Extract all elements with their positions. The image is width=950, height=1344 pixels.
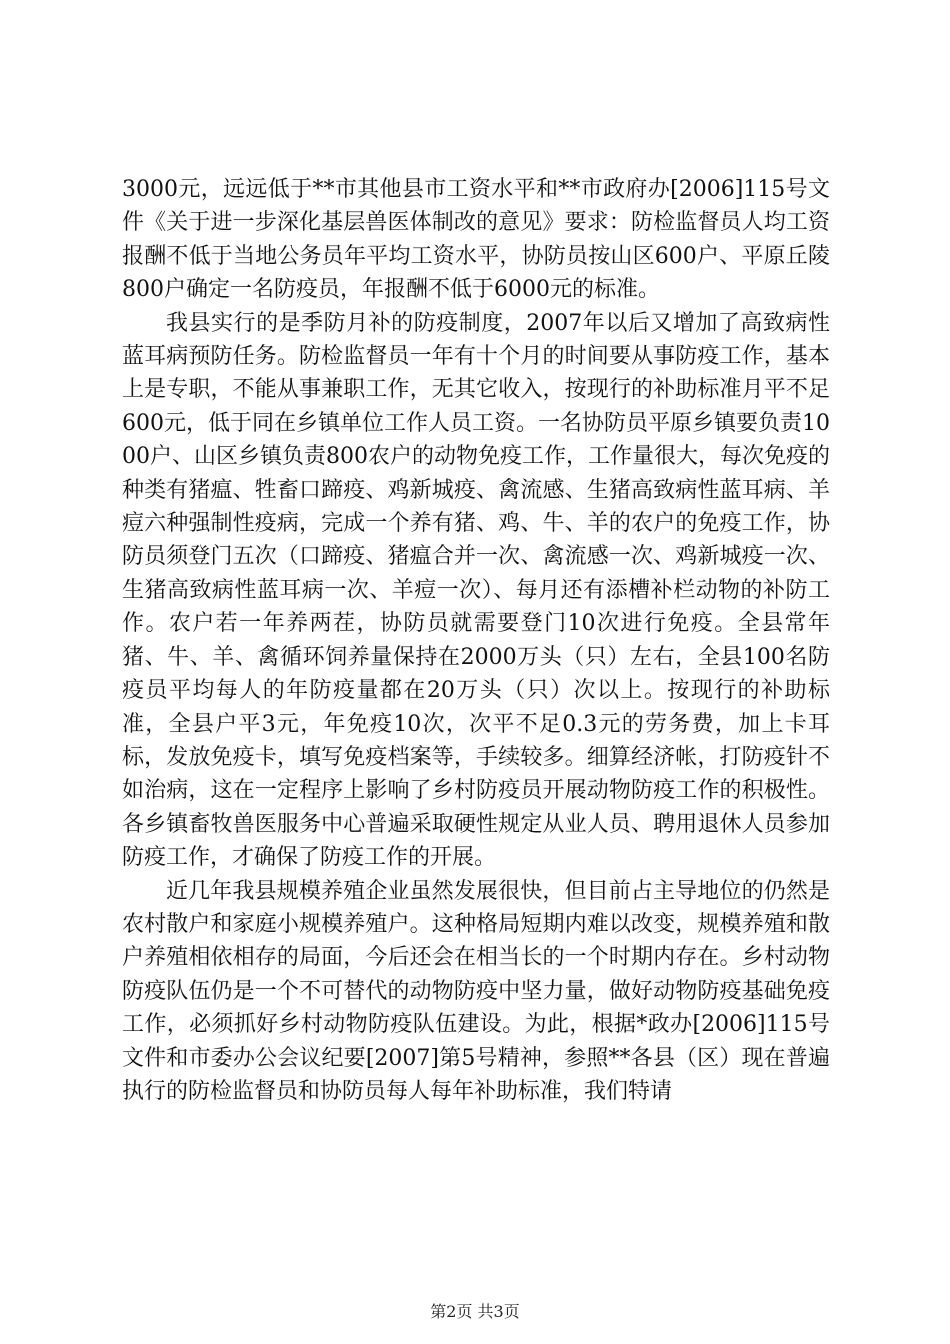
document-body [122, 173, 830, 1108]
paragraph-2: 我县实行的是季防月补的防疫制度，2007年以后又增加了高致病性蓝耳病预防任务。防检监督员一年有十个月的时间要从事防疫工作，基本上是专职，不能从事兼职工作，无其它收入，按现行的补助标准月平不足600元，低于同在乡镇单位工作人员工资。一名协防员平原乡镇要负责1000户、山区乡镇负责800农户的动物免疫工作，工作量很大，每次免疫的种类有猪瘟、牲畜口蹄疫、鸡新城疫、禽流感、生猪高致病性蓝耳病、羊痘六种强制性疫病，完成一个养有猪、鸡、牛、羊的农户的免疫工作，协防员须登门五次（口蹄疫、猪瘟合并一次、禽流感一次、鸡新城疫一次、生猪高致病性蓝耳病一次、羊痘一次）、每月还有添槽补栏动物的补防工作。农户若一年养两茬，协防员就需要登门10次进行免疫。全县常年猪、牛、羊、禽循环饲养量保持在2000万头（只）左右，全县100名防疫员平均每人的年防疫量都在20万头（只）次以上。按现行的补助标准，全县户平3元，年免疫10次，次平不足0.3元的劳务费，加上卡耳标，发放免疫卡，填写免疫档案等，手续较多。细算经济帐，打防疫针不如治病，这在一定程序上影响了乡村防疫员开展动物防疫工作的积极性。各乡镇畜牧兽医服务中心普遍采取硬性规定从业人员、聘用退休人员参加防疫工作，才确保了防疫工作的开展。 [122, 310, 830, 871]
page-footer: 第2页 共3页 [430, 1302, 520, 1321]
paragraph-3: 近几年我县规模养殖企业虽然发展很快，但目前占主导地位的仍然是农村散户和家庭小规模养殖户。这种格局短期内难以改变，规模养殖和散户养殖相依相存的局面，今后还会在相当长的一个时期内存在。乡村动物防疫队伍仍是一个不可替代的动物防疫中坚力量，做好动物防疫基础免疫工作，必须抓好乡村动物防疫队伍建设。为此，根据*政办[2006]115号文件和市委办公会议纪要[2007]第5号精神，参照**各县（区）现在普遍执行的防检监督员和协防员每人每年补助标准，我们特请 [122, 878, 830, 1104]
paragraph-1: 3000元，远远低于**市其他县市工资水平和**市政府办[2006]115号文件《关于进一步深化基层兽医体制改的意见》要求：防检监督员人均工资报酬不低于当地公务员年平均工资水平，协防员按山区600户、平原丘陵800户确定一名防疫员，年报酬不低于6000元的标准。 [122, 177, 830, 303]
